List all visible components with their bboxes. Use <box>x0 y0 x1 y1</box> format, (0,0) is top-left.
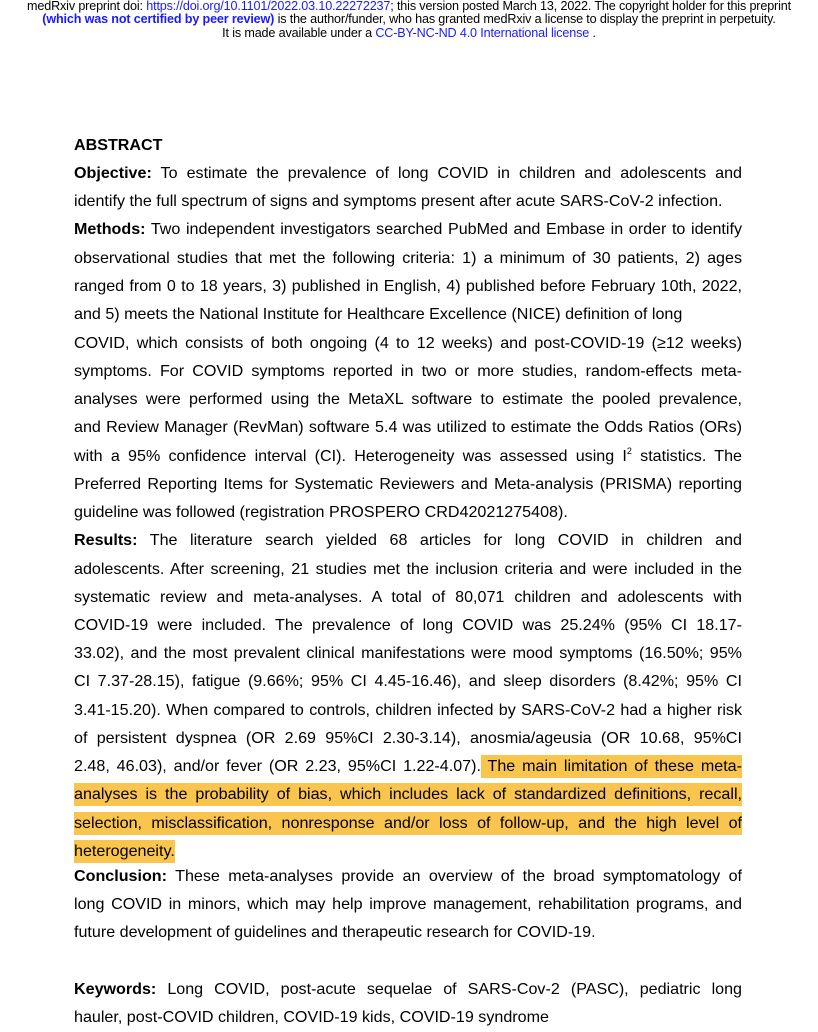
results-label: Results: <box>74 531 138 549</box>
results-line: of persistent dyspnea (OR 2.69 95%CI 2.30-3.14), anosmia/ageusia (OR 10.68, 95%CI <box>74 729 742 747</box>
text: To estimate the prevalence of long COVID in children and adolescents and <box>151 164 742 182</box>
header-text: . <box>589 26 596 40</box>
header-text: ; this version posted March 13, 2022. The copyright holder for this preprint <box>390 0 791 13</box>
keywords-label: Keywords: <box>74 980 157 998</box>
text: These meta-analyses provide an overview of the broad symptomatology of <box>166 867 742 885</box>
text: statistics. The <box>631 447 742 465</box>
text: Two independent investigators searched PubMed and Embase in order to identify <box>145 220 742 238</box>
methods-line: COVID, which consists of both ongoing (4 to 12 weeks) and post-COVID-19 (≥12 weeks) <box>74 334 742 352</box>
peer-review-notice: (which was not certified by peer review) <box>42 12 275 26</box>
methods-line: symptoms. For COVID symptoms reported in two or more studies, random-effects meta- <box>74 362 742 380</box>
methods-line: Preferred Reporting Items for Systematic Reviewers and Meta-analysis (PRISMA) reporting <box>74 475 742 493</box>
highlighted-text: analyses is the probability of bias, which includes lack of standardized definitions, recall, <box>74 783 742 806</box>
results-line: CI 7.37-28.15), fatigue (9.66%; 95% CI 4.45-16.46), and sleep disorders (8.42%; 95% CI <box>74 672 742 690</box>
text: The literature search yielded 68 articles for long COVID in children and <box>137 531 742 549</box>
license-link[interactable]: CC-BY-NC-ND 4.0 International license <box>375 26 590 40</box>
keywords-line <box>74 979 742 999</box>
highlighted-text: selection, misclassification, nonresponse and/or loss of follow-up, and the high level of <box>74 812 742 835</box>
conclusion-line: future development of guidelines and therapeutic research for COVID-19. <box>74 923 596 941</box>
objective-label: Objective: <box>74 164 152 182</box>
objective-line <box>74 163 742 183</box>
text: Long COVID, post-acute sequelae of SARS-Cov-2 (PASC), pediatric long <box>156 980 742 998</box>
header-text: is the author/funder, who has granted medRxiv a license to display the preprint in perpetuity. <box>274 12 776 26</box>
conclusion-line: long COVID in minors, which may help improve management, rehabilitation programs, and <box>74 895 742 913</box>
results-line <box>74 756 742 776</box>
keywords-line: hauler, post-COVID children, COVID-19 kids, COVID-19 syndrome <box>74 1008 549 1026</box>
methods-line: and 5) meets the National Institute for Healthcare Excellence (NICE) definition of long <box>74 305 683 323</box>
methods-line: analyses were performed using the MetaXL software to estimate the pooled prevalence, <box>74 390 742 408</box>
methods-line: ranged from 0 to 18 years, 3) published in English, 4) published before February 10th, 2022, <box>74 277 742 295</box>
text: 2.48, 46.03), and/or fever (OR 2.23, 95%CI 1.22-4.07). <box>74 757 481 775</box>
highlighted-text: heterogeneity. <box>74 840 175 863</box>
results-line <box>74 841 742 861</box>
methods-line <box>74 219 742 239</box>
header-line-2 <box>0 13 818 27</box>
results-line: 33.02), and the most prevalent clinical manifestations were mood symptoms (16.50%; 95% <box>74 644 742 662</box>
results-line <box>74 530 742 550</box>
highlighted-text: The main limitation of these meta- <box>481 755 742 778</box>
abstract-heading: ABSTRACT <box>74 136 163 154</box>
results-line <box>74 813 742 833</box>
header-text: It is made available under a <box>222 26 376 40</box>
results-line: 3.41-15.20). When compared to controls, children infected by SARS-CoV-2 had a higher risk <box>74 701 742 719</box>
conclusion-label: Conclusion: <box>74 867 167 885</box>
results-line: COVID-19 were included. The prevalence of long COVID was 25.24% (95% CI 18.17- <box>74 616 742 634</box>
results-line: systematic review and meta-analyses. A total of 80,071 children and adolescents with <box>74 588 742 606</box>
methods-line: guideline was followed (registration PROSPERO CRD42021275408). <box>74 503 568 521</box>
conclusion-line <box>74 866 742 886</box>
methods-line: observational studies that met the following criteria: 1) a minimum of 30 patients, 2) ages <box>74 249 742 267</box>
results-line: adolescents. After screening, 21 studies met the inclusion criteria and were included in the <box>74 560 742 578</box>
objective-line: identify the full spectrum of signs and symptoms present after acute SARS-CoV-2 infection. <box>74 192 723 210</box>
header-line-3 <box>0 27 818 41</box>
superscript: 2 <box>626 446 632 456</box>
methods-label: Methods: <box>74 220 146 238</box>
header-text: medRxiv preprint doi: <box>27 0 147 13</box>
results-line <box>74 784 742 804</box>
text: with a 95% confidence interval (CI). Heterogeneity was assessed using I <box>74 447 627 465</box>
methods-line <box>74 446 742 466</box>
doi-link[interactable]: https://doi.org/10.1101/2022.03.10.22272237 <box>146 0 391 13</box>
methods-line: and Review Manager (RevMan) software 5.4 was utilized to estimate the Odds Ratios (ORs) <box>74 418 742 436</box>
